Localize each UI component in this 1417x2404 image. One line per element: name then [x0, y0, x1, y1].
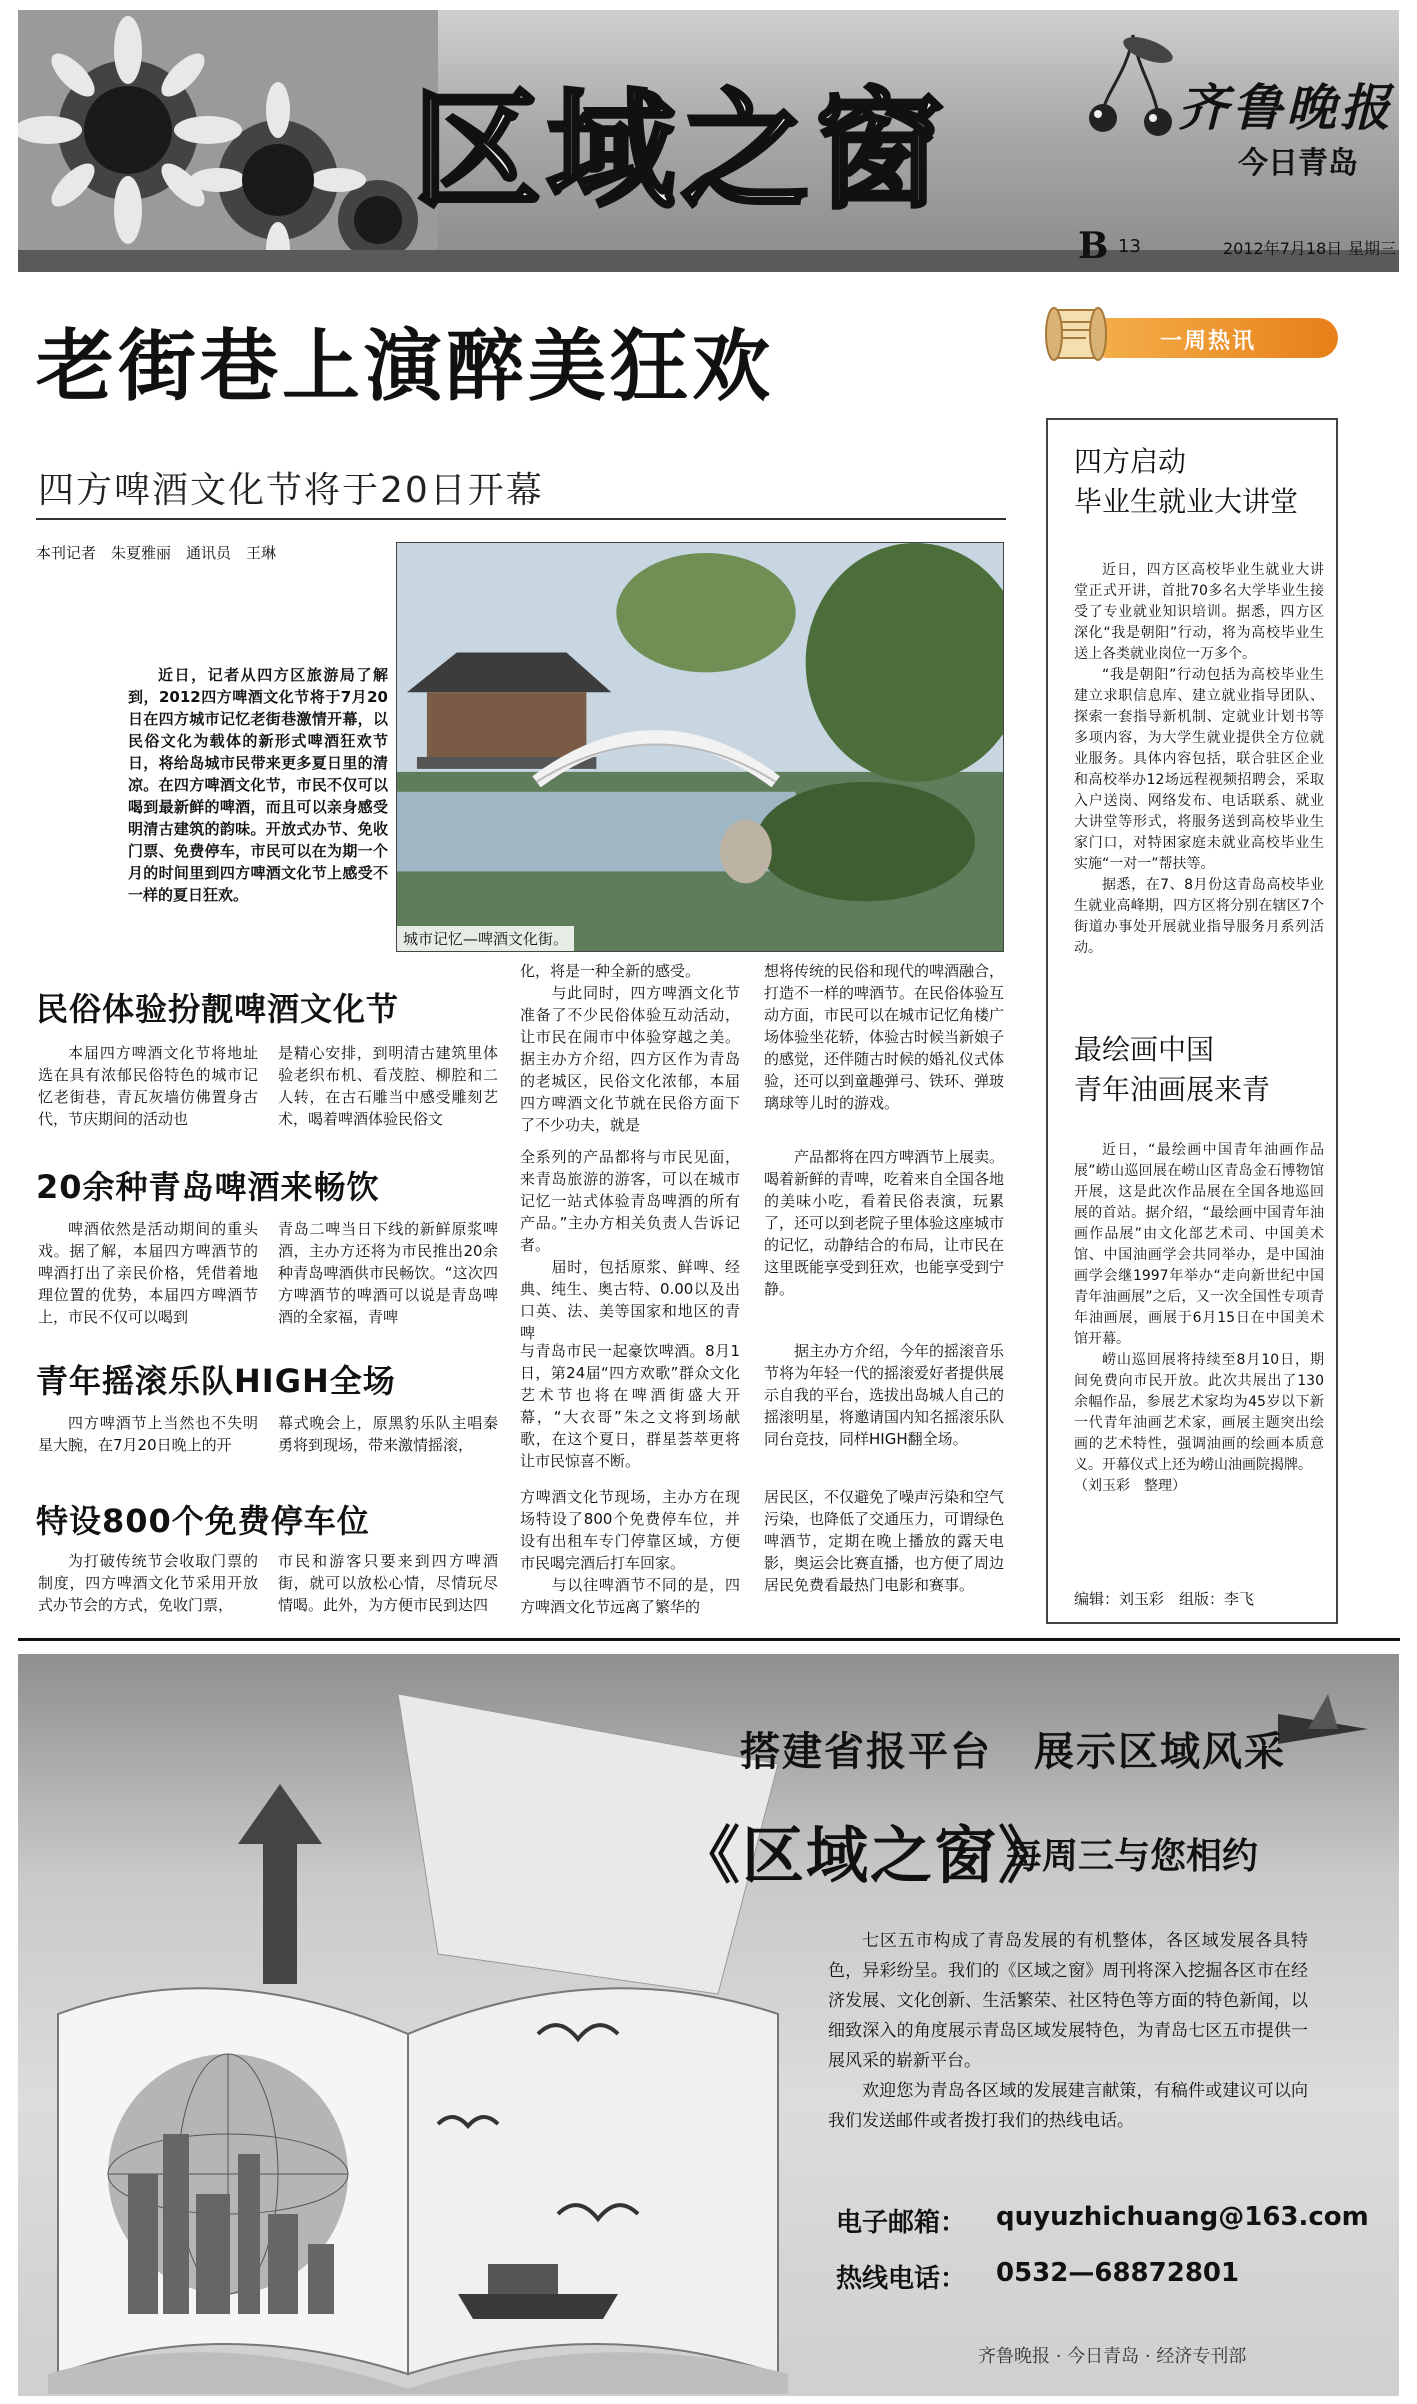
- weekday: 星期三: [1348, 239, 1397, 258]
- section-rock-col1: 四方啤酒节上当然也不失明星大腕，在7月20日晚上的开: [38, 1414, 258, 1454]
- editor-credit: 编辑：刘玉彩 组版：李飞: [1074, 1590, 1255, 1608]
- section-parking-col3: 方啤酒文化节现场，主办方在现场特设了800个免费停车位，并设有出租车专门停靠区域，方便市民喝完酒后打车回家。 与以往啤酒节不同的是，四方啤酒文化节远离了繁华的: [520, 1488, 740, 1616]
- section-parking-col2: 市民和游客只要来到四方啤酒街，就可以放松心情，尽情玩尽情喝。此外，为方便市民到达四: [278, 1552, 498, 1614]
- section-rock-col2: 幕式晚会上，原黑豹乐队主唱秦勇将到现场，带来激情摇滚，: [278, 1414, 498, 1454]
- sidebar-item1-p1: 近日，四方区高校毕业生就业大讲堂正式开讲，首批70多名大学毕业生接受了专业就业知识培训。据悉，四方区深化“我是朝阳”行动，将为高校毕业生送上各类就业岗位一万多个。: [1074, 562, 1324, 662]
- ad-slogan: 搭建省报平台 展示区域风采: [740, 1729, 1286, 1775]
- section-heading-beer: 20余种青岛啤酒来畅饮: [36, 1168, 380, 1206]
- weekly-news-tag: [1040, 300, 1340, 368]
- section-parking-col1: 为打破传统节会收取门票的制度，四方啤酒文化节采用开放式办节会的方式，免收门票，: [38, 1552, 258, 1614]
- tag-label: 一周热讯: [1160, 329, 1257, 354]
- issue-date: 2012年7月18日: [1223, 239, 1343, 258]
- column-promo-ad: [18, 1654, 1399, 2396]
- section-heading-parking: 特设800个免费停车位: [36, 1502, 370, 1540]
- ad-body-p1: 七区五市构成了青岛发展的有机整体，各区域发展各具特色，异彩纷呈。我们的《区域之窗》周刊将深入挖掘各区市在经济发展、文化创新、生活繁荣、社区特色等方面的特色新闻，以细致深入的角度展示青岛区域发展特色，为青岛七区五市提供一展风采的崭新平台。: [828, 1931, 1308, 2071]
- section-parking-col4: 居民区，不仅避免了噪声污染和空气污染，也降低了交通压力，可谓绿色啤酒节，定期在晚上播放的露天电影，奥运会比赛直播，也方便了周边居民免费看最热门电影和赛事。: [764, 1488, 1005, 1594]
- section-rock-col3: 与青岛市民一起豪饮啤酒。8月1日，第24届“四方欢歌”群众文化艺术节也将在啤酒街盛大开幕，“大衣哥”朱之文将到场献歌，在这个夏日，群星荟萃更将让市民惊喜不断。: [520, 1342, 740, 1470]
- sidebar-item1-heading-line1: 四方启动: [1074, 445, 1187, 478]
- section-folk-col3: 化，将是一种全新的感受。 与此同时，四方啤酒文化节准备了不少民俗体验互动活动，让市民在闹市中体验穿越之美。据主办方介绍，四方区作为青岛的老城区，民俗文化浓郁，本届四方啤酒文化节就在民俗方面下了不少功夫，就是: [520, 962, 740, 1134]
- section-folk-col2: 是精心安排，到明清古建筑里体验老织布机、看茂腔、柳腔和二人转，在古石雕当中感受雕刻艺术，喝着啤酒体验民俗文: [278, 1044, 498, 1128]
- photo-caption: 城市记忆—啤酒文化街。: [397, 926, 574, 951]
- headline: 老街巷上演醉美狂欢: [36, 322, 775, 412]
- sidebar-item2-heading-line2: 青年油画展来青: [1074, 1073, 1271, 1106]
- lead-paragraph: 近日，记者从四方区旅游局了解到，2012四方啤酒文化节将于7月20日在四方城市记忆老街巷激情开幕，以民俗文化为载体的新形式啤酒狂欢节日，将给岛城市民带来更多夏日里的清凉。在四方啤酒文化节，市民不仅可以喝到最新鲜的啤酒，而且可以亲身感受明清古建筑的韵味。开放式办节、免收门票、免费停车，市民可以在为期一个月的时间里到四方啤酒文化节上感受不一样的夏日狂欢。: [128, 666, 388, 904]
- section-beer-col2: 青岛二啤当日下线的新鲜原浆啤酒，主办方还将为市民推出20余种青岛啤酒供市民畅饮。“这次四方啤酒节的啤酒可以说是青岛啤酒的全家福，青啤: [278, 1220, 498, 1326]
- sidebar-item2-body: [1074, 1140, 1324, 1497]
- section-title: 区域之窗: [413, 77, 950, 226]
- paper-name: 齐鲁晚报: [1178, 78, 1394, 137]
- sidebar-news-box: [1046, 418, 1338, 1624]
- paper-edition: 今日青岛: [1238, 146, 1358, 181]
- sidebar-item2-heading: [1074, 1030, 1270, 1110]
- masthead-ribbon: [18, 250, 1399, 272]
- masthead: [18, 10, 1399, 272]
- ad-email-label: 电子邮箱：: [836, 2208, 967, 2238]
- sidebar-item2-credit: （刘玉彩 整理）: [1074, 1478, 1186, 1494]
- section-folk-col1: 本届四方啤酒文化节将地址选在具有浓郁民俗特色的城市记忆老街巷，青瓦灰墙仿佛置身古代，节庆期间的活动也: [38, 1044, 258, 1128]
- ad-column-day: 每周三与您相约: [1006, 1836, 1259, 1877]
- main-story: [18, 272, 1026, 1644]
- page-letter: B: [1078, 225, 1109, 267]
- scroll-icon: [1040, 300, 1112, 368]
- sidebar-item2-heading-line1: 最绘画中国: [1074, 1033, 1215, 1066]
- headline-divider: [36, 518, 1006, 520]
- subheadline: 四方啤酒文化节将于20日开幕: [38, 470, 544, 511]
- ad-phone[interactable]: 0532—68872801: [996, 2258, 1240, 2288]
- ad-body: [828, 1926, 1308, 2136]
- sidebar-item2-p2: 崂山巡回展将持续至8月10日，期间免费向市民开放。此次共展出了130余幅作品，参展艺术家均为45岁以下新一代青年油画艺术家，画展主题突出绘画的艺术特性，强调油画的绘画本质意义。开幕仪式上还为崂山油画院揭牌。: [1074, 1352, 1324, 1473]
- section-folk-col4: 想将传统的民俗和现代的啤酒融合，打造不一样的啤酒节。在民俗体验互动方面，市民可以在城市记忆角楼广场体验坐花轿，体验古时候当新娘子的感觉，还伴随古时候的婚礼仪式体验，还可以到童趣弹弓、铁环、弹玻璃球等儿时的游戏。: [764, 962, 1005, 1112]
- sidebar-item1-p2: “我是朝阳”行动包括为高校毕业生建立求职信息库、建立就业指导团队、探索一套指导新机制、定就业计划书等多项内容，为大学生就业提供全方位就业服务。具体内容包括，联合驻区企业和高校举办12场远程视频招聘会，采取入户送岗、网络发布、电话联系、就业大讲堂等形式，将服务送到高校毕业生家门口，对特困家庭未就业高校毕业生实施“一对一”帮扶等。: [1074, 667, 1324, 872]
- sidebar-item2-p1: 近日，“最绘画中国青年油画作品展”崂山巡回展在崂山区青岛金石博物馆开展，这是此次作品展在全国各地巡回展的首站。据介绍，“最绘画中国青年油画作品展”由文化部艺术司、中国美术馆、中国油画学会共同举办，是中国油画学会继1997年举办“走向新世纪中国青年油画展”之后，又一次全国性专项青年油画展，画展于6月15日在中国美术馆开幕。: [1074, 1142, 1324, 1347]
- sunflower-banner-image: [18, 10, 438, 272]
- section-beer-col1: 啤酒依然是活动期间的重头戏。据了解，本届四方啤酒节的啤酒打出了亲民价格，凭借着地理位置的优势，本届四方啤酒节上，市民不仅可以喝到: [38, 1220, 258, 1326]
- section-heading-folk: 民俗体验扮靓啤酒文化节: [36, 990, 400, 1028]
- sidebar-item1-body: [1074, 560, 1324, 959]
- ad-email[interactable]: quyuzhichuang@163.com: [996, 2202, 1369, 2232]
- byline: 本刊记者 朱夏雅丽 通讯员 王琳: [36, 544, 277, 562]
- section-heading-rock: 青年摇滚乐队HIGH全场: [36, 1362, 396, 1400]
- pavilion-bridge-photo: [396, 542, 1004, 952]
- section-rock-col4: 据主办方介绍，今年的摇滚音乐节将为年轻一代的摇滚爱好者提供展示自我的平台，选拔出岛城人自己的摇滚明星，将邀请国内知名摇滚乐队同台竞技，同样HIGH翻全场。: [764, 1342, 1005, 1448]
- page-number: 13: [1118, 236, 1141, 257]
- sidebar-item1-heading-line2: 毕业生就业大讲堂: [1074, 485, 1299, 518]
- ad-footer: 齐鲁晚报 · 今日青岛 · 经济专刊部: [978, 2346, 1247, 2367]
- ad-column-name: 《区域之窗》: [678, 1819, 1063, 1892]
- section-beer-col3: 全系列的产品都将与市民见面，来青岛旅游的游客，可以在城市记忆一站式体验青岛啤酒的所有产品。”主办方相关负责人告诉记者。 届时，包括原浆、鲜啤、经典、纯生、奥古特、0.00以及出口英、法、美等国家和地区的青啤: [520, 1148, 740, 1342]
- page-divider: [18, 1638, 1400, 1641]
- sidebar-item1-heading: [1074, 442, 1298, 522]
- sidebar-item1-p3: 据悉，在7、8月份这青岛高校毕业生就业高峰期，四方区将分别在辖区7个街道办事处开展就业指导服务月系列活动。: [1074, 877, 1324, 956]
- cherry-icon: [1078, 30, 1188, 140]
- section-beer-col4: 产品都将在四方啤酒节上展卖。喝着新鲜的青啤，吃着来自全国各地的美味小吃，看着民俗表演，玩累了，还可以到老院子里体验这座城市的记忆，动静结合的布局，让市民在这里既能享受到狂欢，也能享受到宁静。: [764, 1148, 1005, 1298]
- ad-body-p2: 欢迎您为青岛各区域的发展建言献策，有稿件或建议可以向我们发送邮件或者拨打我们的热线电话。: [828, 2081, 1308, 2131]
- ad-phone-label: 热线电话：: [836, 2264, 967, 2294]
